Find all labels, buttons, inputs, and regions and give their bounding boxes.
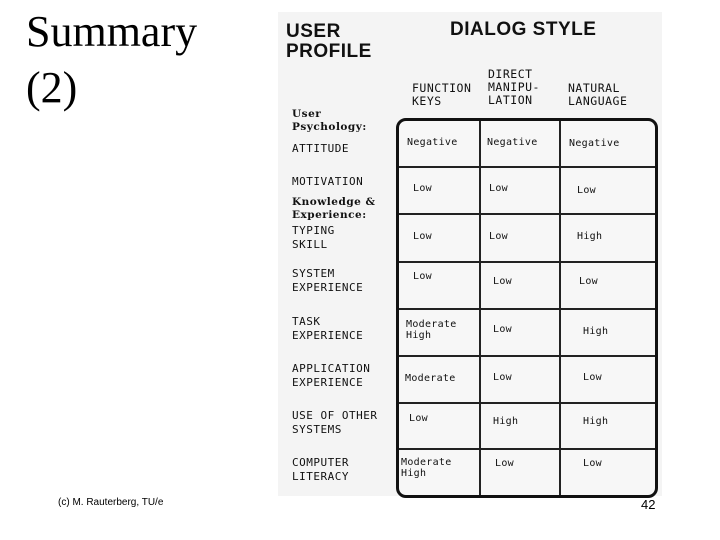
grid-row-divider (399, 166, 655, 168)
footer-copyright: (c) M. Rauterberg, TU/e (58, 497, 164, 508)
dialog-style-heading: DIALOG STYLE (450, 19, 597, 40)
slide-title-line-2: (2) (26, 63, 78, 112)
row-label-line: USE OF OTHER (292, 409, 378, 422)
column-header-natural-language (568, 82, 627, 108)
row-label-line: APPLICATION (292, 362, 371, 375)
cell-motivation-function-keys: Low (413, 183, 432, 194)
row-label-typing-skill (292, 224, 335, 252)
row-label-line: SYSTEMS (292, 423, 342, 436)
slide-title (26, 4, 236, 116)
cell-task-experience-direct-manipulation: Low (493, 324, 512, 335)
grid-row-divider (399, 355, 655, 357)
grid-row-divider (399, 213, 655, 215)
row-label-task-experience (292, 315, 363, 343)
row-label-line: TASK (292, 315, 321, 328)
row-label-line: SKILL (292, 238, 328, 251)
cell-use-of-other-systems-function-keys: Low (409, 413, 428, 424)
cell-task-experience-function-keys: Moderate High (406, 319, 457, 341)
cell-task-experience-natural-language: High (583, 326, 609, 337)
grid-row-divider (399, 448, 655, 450)
cell-computer-literacy-natural-language: Low (583, 458, 602, 469)
cell-computer-literacy-direct-manipulation: Low (495, 458, 514, 469)
column-header-line: FUNCTION (412, 81, 472, 95)
cell-attitude-direct-manipulation: Negative (487, 137, 538, 148)
slide-title-line-1: Summary (26, 7, 198, 56)
column-header-line: DIRECT (488, 67, 533, 81)
column-header-line: NATURAL (568, 81, 620, 95)
column-header-function-keys (412, 82, 471, 108)
row-label-line: TYPING (292, 224, 335, 237)
column-header-line: LATION (488, 93, 533, 107)
cell-attitude-natural-language: Negative (569, 138, 620, 149)
row-label-line: LITERACY (292, 470, 349, 483)
cell-motivation-direct-manipulation: Low (489, 183, 508, 194)
page-number: 42 (641, 497, 656, 512)
dialog-style-table-figure (278, 12, 662, 496)
cell-typing-skill-direct-manipulation: Low (489, 231, 508, 242)
section-label-line: User (292, 108, 322, 120)
row-label-attitude: ATTITUDE (292, 142, 349, 155)
grid-row-divider (399, 402, 655, 404)
row-label-line: COMPUTER (292, 456, 349, 469)
row-label-application-experience (292, 362, 370, 390)
cell-system-experience-function-keys: Low (413, 271, 432, 282)
user-profile-heading (286, 22, 372, 62)
cell-application-experience-function-keys: Moderate (405, 373, 456, 384)
cell-application-experience-natural-language: Low (583, 372, 602, 383)
dialog-style-grid (396, 118, 658, 498)
section-label-line: Psychology: (292, 121, 367, 133)
cell-typing-skill-natural-language: High (577, 231, 603, 242)
row-label-motivation: MOTIVATION (292, 175, 364, 188)
section-label-line: Knowledge & (292, 196, 376, 208)
section-label-user-psychology (292, 108, 367, 134)
cell-system-experience-natural-language: Low (579, 276, 598, 287)
row-label-line: SYSTEM (292, 267, 335, 280)
user-profile-heading-line-2: PROFILE (286, 41, 372, 62)
row-label-computer-literacy (292, 456, 349, 484)
grid-row-divider (399, 261, 655, 263)
cell-motivation-natural-language: Low (577, 185, 596, 196)
cell-use-of-other-systems-direct-manipulation: High (493, 416, 519, 427)
row-label-line: EXPERIENCE (292, 329, 364, 342)
row-label-line: EXPERIENCE (292, 281, 364, 294)
column-header-direct-manipulation (488, 68, 540, 107)
column-header-line: LANGUAGE (568, 94, 628, 108)
cell-typing-skill-function-keys: Low (413, 231, 432, 242)
cell-system-experience-direct-manipulation: Low (493, 276, 512, 287)
cell-use-of-other-systems-natural-language: High (583, 416, 609, 427)
section-label-knowledge-experience (292, 196, 375, 222)
grid-row-divider (399, 308, 655, 310)
user-profile-heading-line-1: USER (286, 21, 341, 42)
section-label-line: Experience: (292, 209, 367, 221)
row-label-line: EXPERIENCE (292, 376, 364, 389)
row-label-system-experience (292, 267, 363, 295)
row-label-use-of-other-systems (292, 409, 377, 437)
cell-application-experience-direct-manipulation: Low (493, 372, 512, 383)
cell-attitude-function-keys: Negative (407, 137, 458, 148)
cell-computer-literacy-function-keys: Moderate High (401, 457, 452, 479)
column-header-line: MANIPU- (488, 80, 540, 94)
column-header-line: KEYS (412, 94, 442, 108)
